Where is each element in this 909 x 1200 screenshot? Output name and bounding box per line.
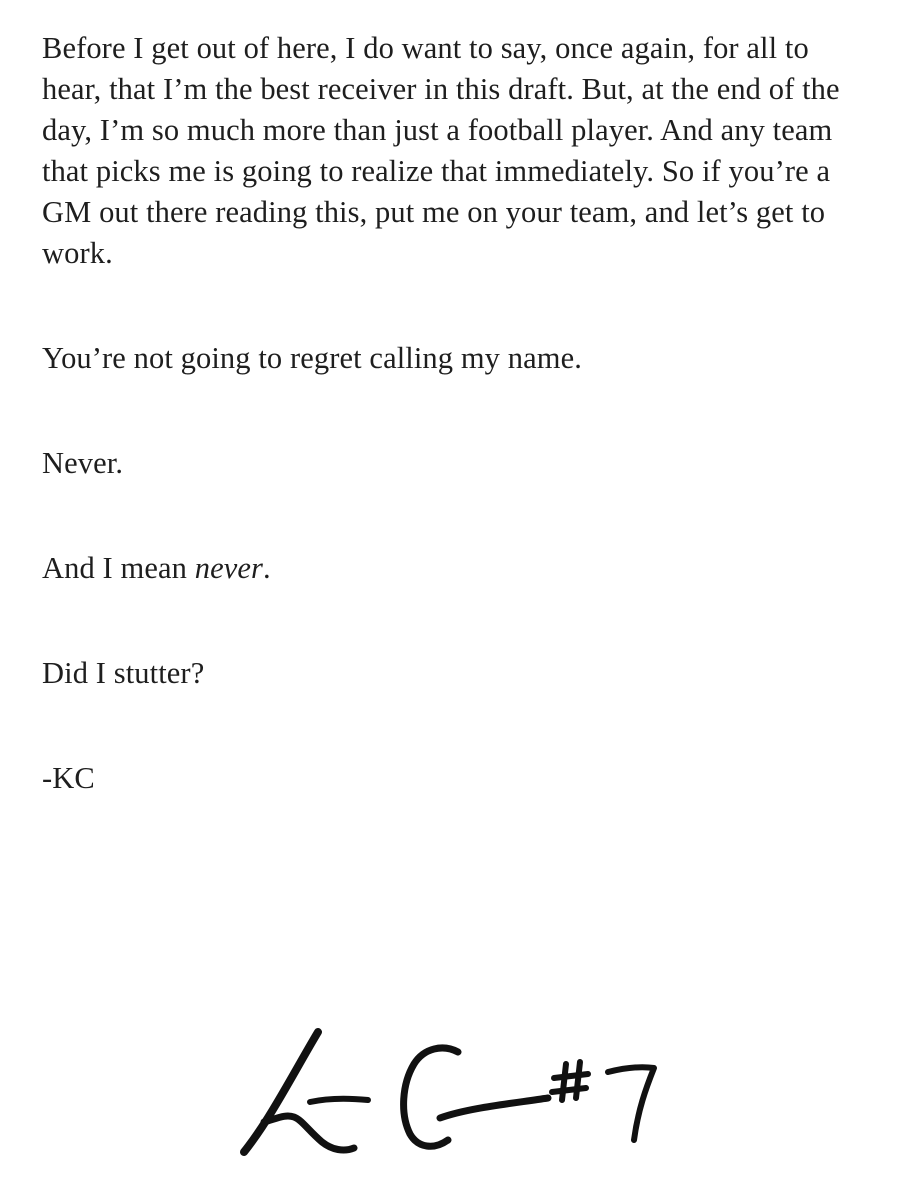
signature-stroke: [562, 1064, 566, 1100]
signature-stroke: [310, 1099, 368, 1102]
signature-stroke: [608, 1067, 654, 1140]
signature-stroke: [404, 1048, 458, 1146]
signature-stroke: [552, 1088, 586, 1092]
letter-body: [42, 28, 872, 799]
emphasized-word: never: [194, 551, 263, 585]
signature-drawing: [228, 1022, 698, 1172]
signature-stroke: [440, 1098, 548, 1118]
paragraph-text: .: [262, 551, 271, 585]
letter-paragraph-emphasis: [42, 548, 872, 589]
letter-paragraph: Before I get out of here, I do want to say, once again, for all to hear, that I’m the best receiver in this draft. But, at the end of the day, I’m so much more than just a football player. And any team that picks me is going to realize that immediately. So if you’re a GM out there reading this, put me on your team, and let’s get to work.: [42, 31, 840, 270]
paragraph-text: And I mean: [42, 551, 195, 585]
signature-stroke: [244, 1032, 318, 1152]
letter-paragraph: Never.: [42, 446, 124, 480]
letter-paragraph: You’re not going to regret calling my name.: [42, 341, 582, 375]
letter-signoff: -KC: [42, 761, 95, 795]
letter-paragraph: Did I stutter?: [42, 656, 205, 690]
handwritten-signature: [228, 1022, 698, 1172]
signature-stroke: [264, 1116, 354, 1150]
signature-stroke: [554, 1074, 588, 1078]
signature-stroke: [576, 1062, 580, 1098]
